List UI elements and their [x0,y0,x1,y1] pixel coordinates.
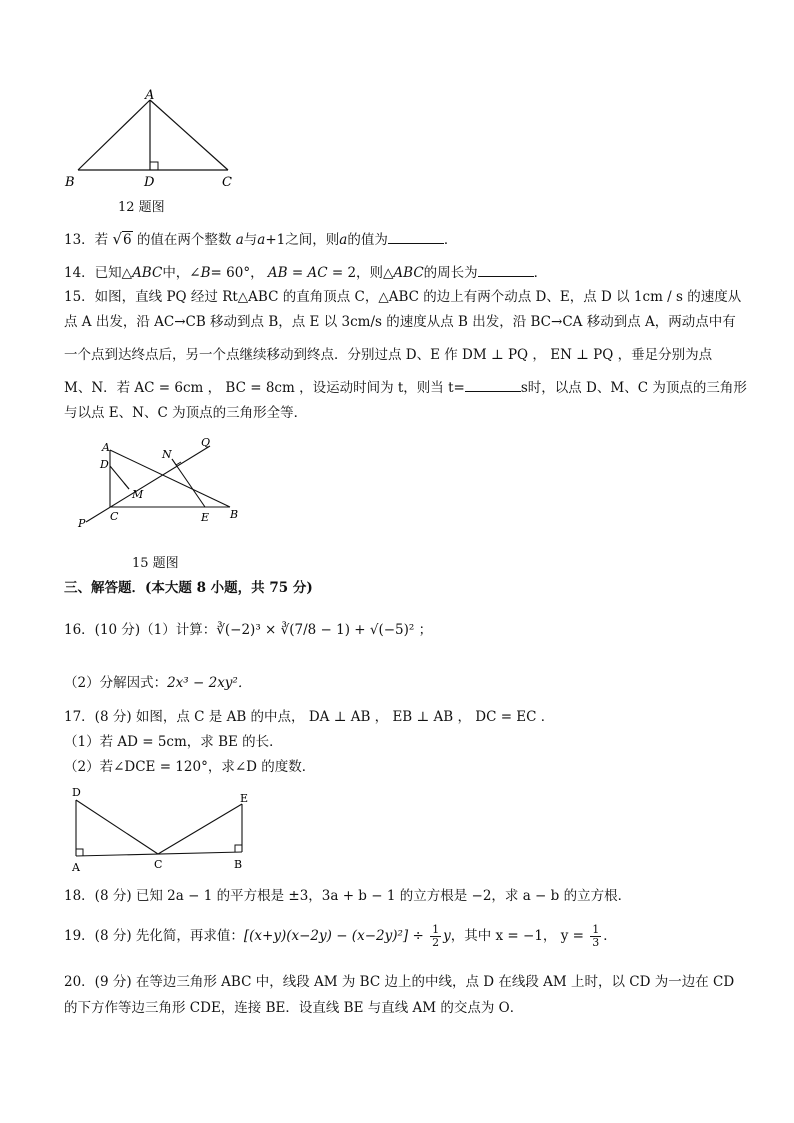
question-19: 19．(8 分) 先化简，再求值：[(x+y)(x−2y) − (x−2y)²] ÷ $\frac{1}{2}$ y，其中 x = −1， y = $\frac{1}{3}$ ． [64,923,617,949]
fig15-label-e: E [201,511,210,524]
question-15-line-3: 一个点到达终点后，另一个点继续移动到终点．分别过点 D、E 作 DM ⊥ PQ ， EN ⊥ PQ ，垂足分别为点 [64,347,713,363]
fig12-label-d: D [144,175,155,190]
q15-answer-blank[interactable] [465,379,521,392]
fig12-label-c: C [222,175,232,190]
figure-12 [60,88,250,193]
figure-15 [72,432,252,532]
question-15-line-4: M、N．若 AC = 6cm ， BC = 8cm ，设运动时间为 t，则当 t= s时，以点 D、M、C 为顶点的三角形 [64,380,747,396]
fig12-side-ac [150,100,228,170]
question-15-line-5: 与以点 E、N、C 为顶点的三角形全等． [64,405,308,421]
sqrt-symbol: √ [112,230,123,248]
fig17-label-d: D [72,786,81,799]
fig15-label-m: M [132,488,144,501]
fig17-segment-dc [76,800,158,854]
fig17-right-angle-mark-b [235,845,242,852]
fig12-label-b: B [65,175,75,190]
fig15-label-d: D [100,458,109,471]
question-18: 18．(8 分) 已知 2a − 1 的平方根是 ±3，3a + b − 1 的立方根是 −2，求 a − b 的立方根． [64,888,632,904]
fig12-caption: 12 题图 [118,200,165,215]
sqrt-argument: 6 [123,232,132,248]
fig12-label-a: A [145,88,155,103]
fig15-label-p: P [78,517,86,530]
fig15-label-q: Q [201,436,211,449]
question-15-line-1: 15．如图，直线 PQ 经过 Rt△ABC 的直角顶点 C，△ABC 的边上有两个动点 D、E，点 D 以 1cm / s 的速度从 [64,289,742,305]
section-3-heading: 三、解答题．(本大题 8 小题，共 75 分) [64,580,313,596]
question-20-line-2: 的下方作等边三角形 CDE，连接 BE．设直线 BE 与直线 AM 的交点为 O． [64,1000,524,1016]
fig15-caption: 15 题图 [132,556,179,571]
fig12-side-ab [78,100,150,170]
q14-answer-blank[interactable] [478,264,534,277]
fig12-right-angle-mark [150,162,158,170]
fig17-label-c: C [154,858,163,871]
question-14: 14．已知△ABC中，∠B= 60°， AB = AC = 2，则△ABC的周长为 ． [64,265,548,281]
q19-fraction-half: $\frac{1}{2}$ [432,923,440,949]
question-16-part-2: （2）分解因式：2x³ − 2xy²． [64,675,252,691]
fig17-segment-ce [158,804,242,854]
figure-17 [62,784,257,874]
question-20-line-1: 20．(9 分) 在等边三角形 ABC 中，线段 AM 为 BC 边上的中线，点 D 在线段 AM 上时，以 CD 为一边在 CD [64,974,735,990]
fig15-label-n: N [162,448,172,461]
question-17-line-2: （1）若 AD = 5cm，求 BE 的长． [64,734,283,750]
q19-expression: [(x+y)(x−2y) − (x−2y)²] ÷ [243,928,424,944]
question-15-line-2: 点 A 出发，沿 AC→CB 移动到点 B，点 E 以 3cm/s 的速度从点 B 出发，沿 BC→CA 移动到点 A，两动点中有 [64,314,736,330]
fig15-label-c: C [110,510,119,523]
fig17-label-a: A [72,861,80,874]
fig15-right-angle-mark-m [124,483,129,489]
fig15-label-a: A [102,441,110,454]
q19-fraction-third: $\frac{1}{3}$ [592,923,600,949]
q13-answer-blank[interactable] [388,231,444,244]
question-16-part-1: 16．(10 分)（1）计算：∛(−2)³ × ∛(7/8 − 1) + √(−5)² ； [64,622,433,638]
q16-expression-1: ∛(−2)³ × ∛(7/8 − 1) + √(−5)² ； [216,622,433,638]
question-17-line-3: （2）若∠DCE = 120°，求∠D 的度数． [64,759,316,775]
fig17-label-b: B [234,858,243,871]
fig15-label-b: B [230,508,239,521]
fig15-segment-en [172,459,205,507]
question-17-line-1: 17．(8 分) 如图，点 C 是 AB 的中点， DA ⊥ AB ， EB ⊥ AB ， DC = EC ． [64,709,555,725]
fig17-label-e: E [240,792,249,805]
q16-expression-2: 2x³ − 2xy²． [167,675,252,691]
question-13: 13．若 √6 的值在两个整数 a与a+1之间，则a的值为 ． [64,230,458,248]
fig17-right-angle-mark-a [76,849,83,856]
